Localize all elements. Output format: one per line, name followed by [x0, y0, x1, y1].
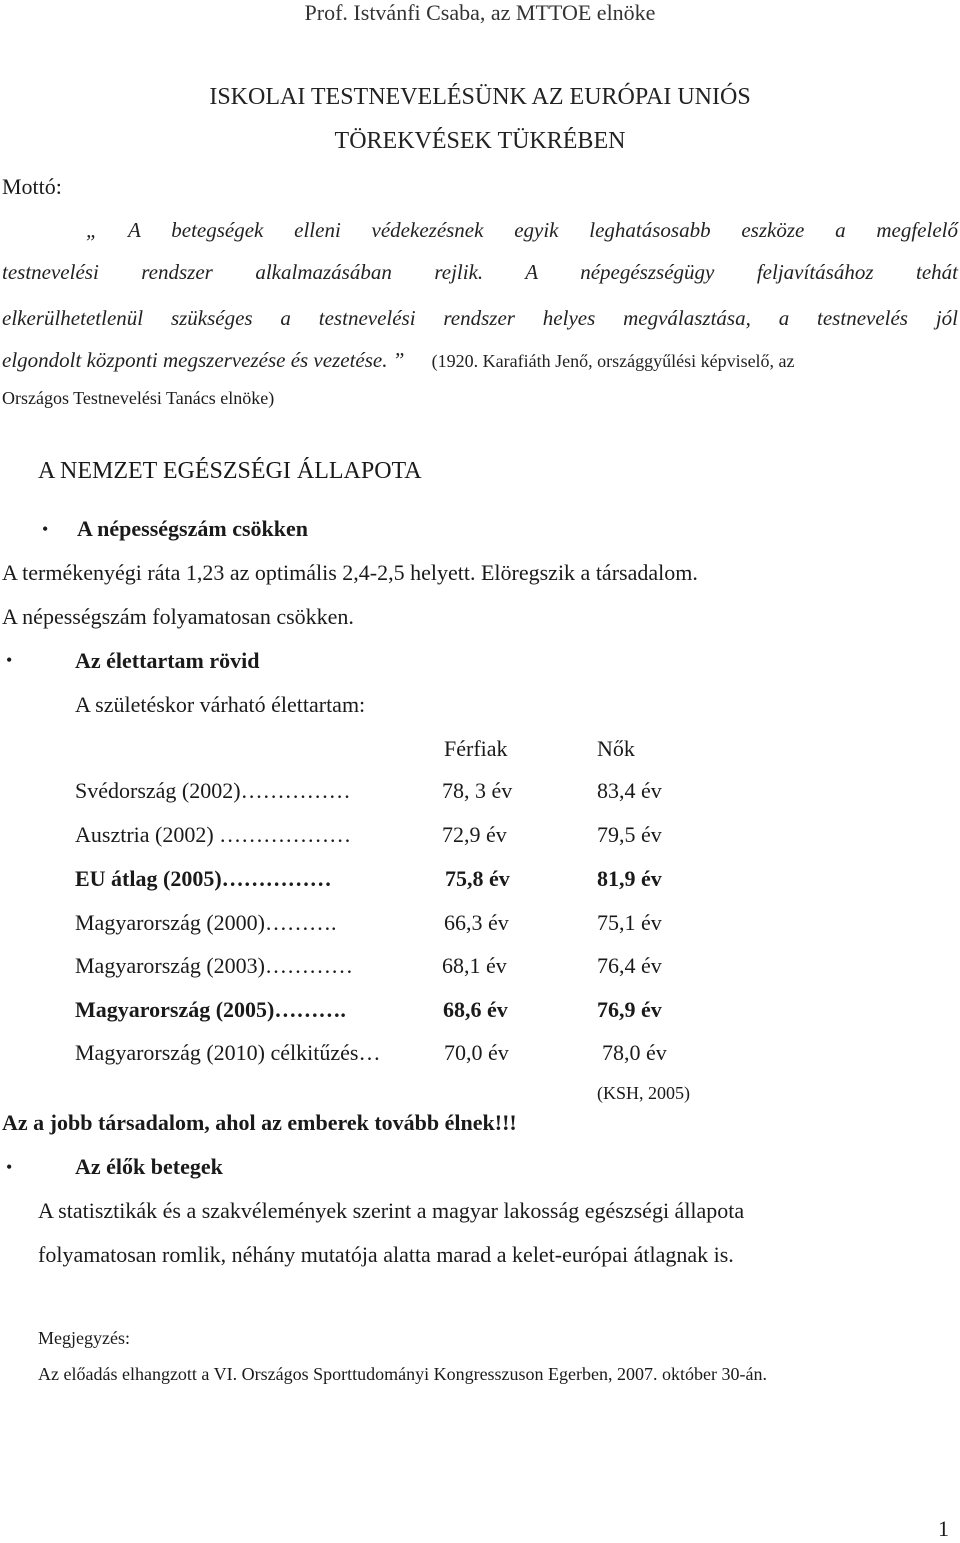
row-country: Ausztria (2002) ……………… — [75, 822, 352, 847]
row-women-value: 81,9 év — [597, 866, 662, 891]
row-women-value: 75,1 év — [597, 910, 662, 935]
note-text: Az előadás elhangzott a VI. Országos Sporttudományi Kongresszuson Egerben, 2007. október 30-án. — [38, 1364, 767, 1384]
row-men-value: 72,9 év — [442, 822, 507, 847]
row-men-value: 78, 3 év — [442, 778, 513, 803]
row-country: EU átlag (2005)…………… — [75, 866, 332, 891]
sick-text-1: A statisztikák és a szakvélemények szerint a magyar lakosság egészségi állapota — [38, 1198, 745, 1223]
row-men-value: 68,6 év — [443, 997, 508, 1022]
row-women-value: 76,9 év — [597, 997, 662, 1022]
column-header-men: Férfiak — [444, 736, 508, 761]
row-country: Magyarország (2003)………… — [75, 953, 353, 978]
motto-line-2: testnevelési rendszer alkalmazásában rejlik. A népegészségügy feljavításához tehát — [2, 260, 958, 284]
motto-source-continued: Országos Testnevelési Tanács elnöke) — [2, 388, 275, 408]
motto-line-3: elkerülhetetlenül szükséges a testnevelési rendszer helyes megválasztása, a testnevelés jól — [2, 306, 958, 330]
row-country: Magyarország (2005)………. — [75, 997, 346, 1022]
conclusion: Az a jobb társadalom, ahol az emberek tovább élnek!!! — [2, 1110, 517, 1135]
row-men-value: 70,0 év — [444, 1040, 509, 1065]
row-women-value: 76,4 év — [597, 953, 662, 978]
population-text-2: A népességszám folyamatosan csökken. — [2, 604, 354, 629]
bullet-heading-sick: Az élők betegek — [75, 1154, 223, 1179]
row-men-value: 68,1 év — [442, 953, 507, 978]
row-women-value: 78,0 év — [602, 1040, 667, 1065]
row-women-value: 79,5 év — [597, 822, 662, 847]
sick-text-2: folyamatosan romlik, néhány mutatója alatta marad a kelet-európai átlagnak is. — [38, 1242, 734, 1267]
row-women-value: 83,4 év — [597, 778, 662, 803]
motto-line-4: elgondolt központi megszervezése és vezetése. ” — [2, 348, 405, 372]
bullet-heading-population: A népességszám csökken — [77, 516, 309, 541]
row-men-value: 66,3 év — [444, 910, 509, 935]
header-author: Prof. Istvánfi Csaba, az MTTOE elnöke — [304, 0, 656, 25]
population-text-1: A termékenyégi ráta 1,23 az optimális 2,4-2,5 helyett. Elöregszik a társadalom. — [2, 560, 698, 585]
section-heading: A NEMZET EGÉSZSÉGI ÁLLAPOTA — [38, 458, 422, 484]
row-country: Svédország (2002)…………… — [75, 778, 351, 803]
note-label: Megjegyzés: — [38, 1328, 130, 1348]
bullet-dot-icon: • — [6, 650, 13, 670]
motto-source: (1920. Karafiáth Jenő, országgyűlési képviselő, az — [431, 351, 795, 371]
bullet-heading-lifespan: Az élettartam rövid — [75, 648, 260, 673]
row-country: Magyarország (2000)………. — [75, 910, 337, 935]
table-source: (KSH, 2005) — [597, 1083, 690, 1103]
row-men-value: 75,8 év — [445, 866, 510, 891]
bullet-dot-icon: • — [6, 1157, 13, 1177]
lifespan-intro: A születéskor várható élettartam: — [75, 692, 366, 717]
motto-line-1: „ A betegségek elleni védekezésnek egyik leghatásosabb eszköze a megfelelő — [86, 218, 958, 242]
row-country: Magyarország (2010) célkitűzés… — [75, 1040, 381, 1065]
page-number: 1 — [938, 1516, 949, 1541]
bullet-dot-icon: • — [42, 519, 49, 539]
title-line-2: TÖREKVÉSEK TÜKRÉBEN — [334, 128, 626, 154]
column-header-women: Nők — [597, 736, 635, 761]
title-line-1: ISKOLAI TESTNEVELÉSÜNK AZ EURÓPAI UNIÓS — [209, 84, 751, 110]
motto-label: Mottó: — [2, 174, 62, 199]
